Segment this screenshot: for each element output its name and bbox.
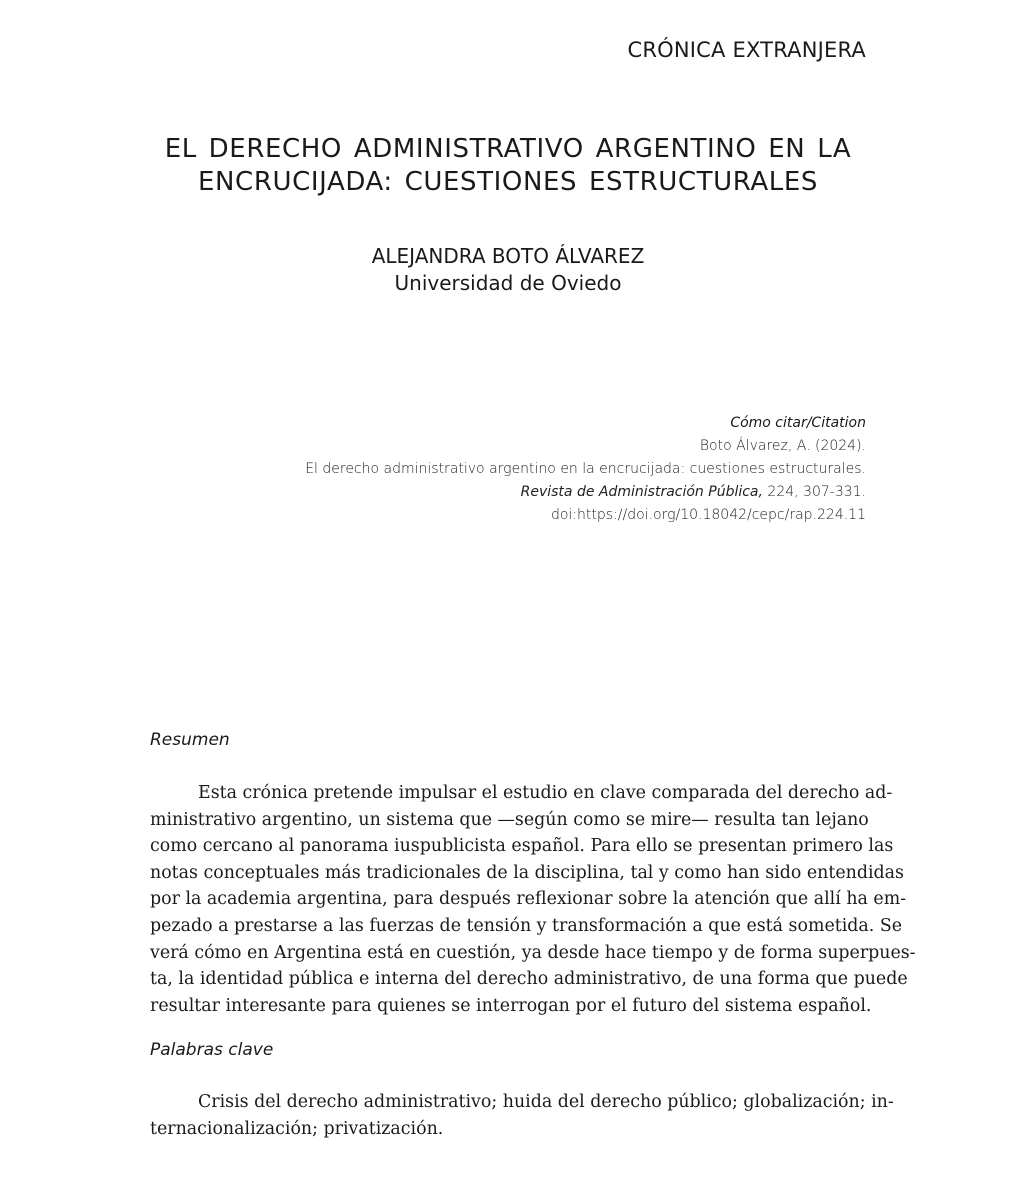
citation-block <box>305 412 866 527</box>
citation-journal-line <box>305 481 866 504</box>
author-name: ALEJANDRA BOTO ÁLVAREZ <box>371 244 645 268</box>
abstract-line: resultar interesante para quienes se interrogan por el futuro del sistema español. <box>150 995 872 1016</box>
keywords-line: ternacionalización; privatización. <box>150 1118 444 1139</box>
keywords-line: Crisis del derecho administrativo; huida del derecho público; globalización; in- <box>198 1092 894 1112</box>
abstract-heading: Resumen <box>150 730 230 750</box>
citation-article-title: El derecho administrativo argentino en la encrucijada: cuestiones estructurales. <box>305 461 866 477</box>
author-affiliation: Universidad de Oviedo <box>394 271 622 295</box>
abstract-line: pezado a prestarse a las fuerzas de tensión y transformación a que está sometida. Se <box>150 915 903 936</box>
keywords-heading: Palabras clave <box>150 1040 274 1060</box>
citation-journal: Revista de Administración Pública, <box>520 484 763 500</box>
abstract-line: como cercano al panorama iuspublicista español. Para ello se presentan primero las <box>150 836 894 857</box>
keywords-body <box>150 1089 894 1142</box>
citation-doi: doi:https://doi.org/10.18042/cepc/rap.224.11 <box>550 507 866 523</box>
abstract-line: por la academia argentina, para después reflexionar sobre la atención que allí ha em- <box>150 889 907 910</box>
title-line: ENCRUCIJADA: CUESTIONES ESTRUCTURALES <box>197 167 819 197</box>
abstract-line: ta, la identidad pública e interna del derecho administrativo, de una forma que puede <box>150 969 908 990</box>
citation-volume-pages: 224, 307-331. <box>762 484 866 500</box>
abstract-line: verá cómo en Argentina está en cuestión, ya desde hace tiempo y de forma superpues- <box>150 942 916 963</box>
abstract-body <box>150 780 916 1019</box>
abstract-line: notas conceptuales más tradicionales de la disciplina, tal y como han sido entendidas <box>150 862 904 883</box>
section-label: CRÓNICA EXTRANJERA <box>627 38 866 62</box>
abstract-line: ministrativo argentino, un sistema que —según como se mire— resulta tan lejano <box>150 809 869 830</box>
title-line: EL DERECHO ADMINISTRATIVO ARGENTINO EN LA <box>164 134 852 164</box>
citation-authors-year: Boto Álvarez, A. (2024). <box>699 438 866 454</box>
citation-heading: Cómo citar/Citation <box>730 415 866 431</box>
article-title <box>0 133 1016 199</box>
abstract-line: Esta crónica pretende impulsar el estudio en clave comparada del derecho ad- <box>198 783 893 803</box>
author-block <box>0 243 1016 297</box>
